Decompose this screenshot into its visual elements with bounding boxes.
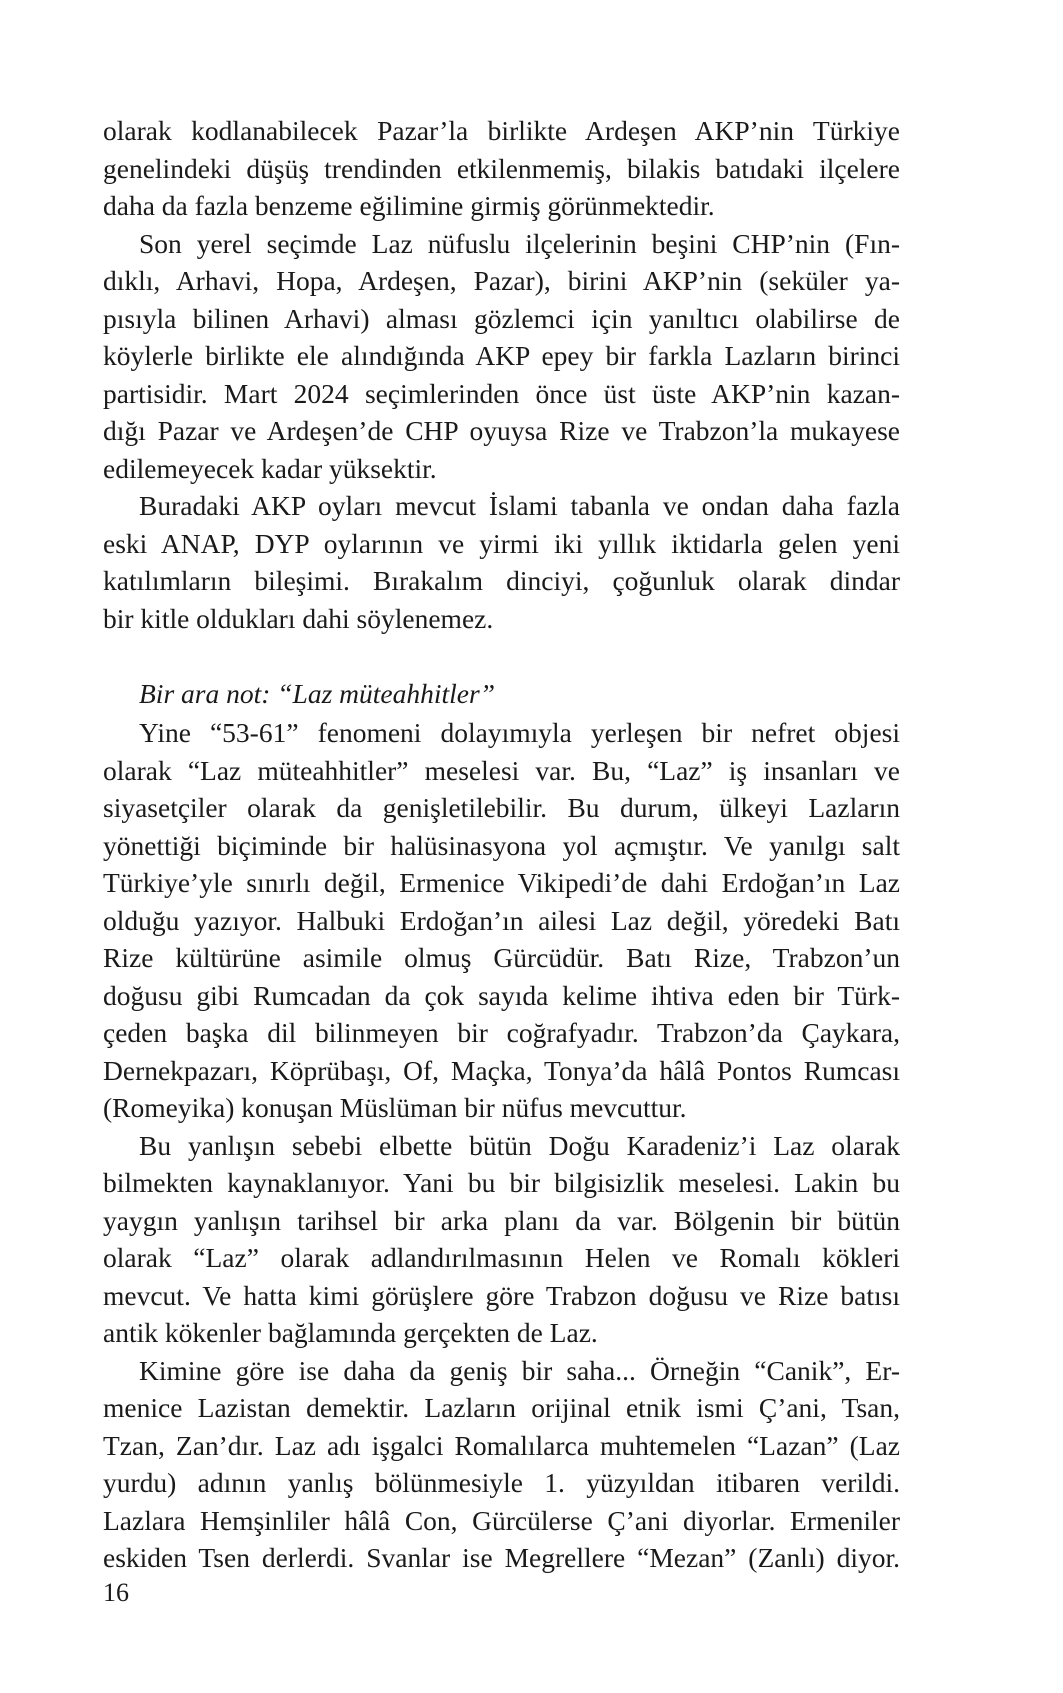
- text-line: Tzan, Zan’dır. Laz adı işgalci Romalılarca muhtemelen “Lazan” (Laz: [103, 1429, 900, 1461]
- paragraph: [103, 225, 900, 488]
- paragraph: [103, 1127, 900, 1352]
- text-line: Lazlara Hemşinliler hâlâ Con, Gürcülerse Ç’ani diyorlar. Ermeniler: [103, 1504, 900, 1536]
- section-spacer: [103, 637, 900, 674]
- text-line: antik kökenler bağlamında gerçekten de Laz.: [103, 1317, 598, 1348]
- text-line: pısıyla bilinen Arhavi) alması gözlemci için yanıltıcı olabilirse de: [103, 302, 900, 334]
- text-line: siyasetçiler olarak da genişletilebilir. Bu durum, ülkeyi Lazların: [103, 792, 900, 823]
- page-number: 16: [103, 1578, 129, 1607]
- text-line: daha da fazla benzeme eğilimine girmiş görünmektedir.: [103, 190, 715, 221]
- text-line: dığı Pazar ve Ardeşen’de CHP oyuysa Rize ve Trabzon’la mukayese: [103, 415, 900, 446]
- paragraph: [103, 1352, 900, 1577]
- text-line: Bu yanlışın sebebi elbette bütün Doğu Karadeniz’i Laz olarak: [139, 1129, 900, 1161]
- text-line: Türkiye’yle sınırlı değil, Ermenice Vikipedi’de dahi Erdoğan’ın Laz: [103, 867, 900, 898]
- text-line: olarak “Laz” olarak adlandırılmasının Helen ve Romalı kökleri: [103, 1242, 900, 1273]
- text-line: dıklı, Arhavi, Hopa, Ardeşen, Pazar), birini AKP’nin (seküler ya-: [103, 265, 900, 296]
- text-line: yönettiği biçiminde bir halüsinasyona yol açmıştır. Ve yanılgı salt: [103, 829, 900, 861]
- text-line: olduğu yazıyor. Halbuki Erdoğan’ın ailesi Laz değil, yöredeki Batı: [103, 904, 900, 936]
- body-text: [103, 112, 900, 1577]
- text-line: yurdu) adının yanlış bölünmesiyle 1. yüzyıldan itibaren verildi.: [103, 1467, 900, 1498]
- text-line: köylerle birlikte ele alındığında AKP epey bir farkla Lazların birinci: [103, 340, 900, 371]
- paragraph: [103, 714, 900, 1127]
- text-line: Rize kültürüne asimile olmuş Gürcüdür. Batı Rize, Trabzon’un: [103, 942, 900, 973]
- text-line: edilemeyecek kadar yüksektir.: [103, 452, 437, 484]
- text-line: yaygın yanlışın tarihsel bir arka planı da var. Bölgenin bir bütün: [103, 1204, 900, 1236]
- paragraph: [103, 112, 900, 225]
- text-line: genelindeki düşüş trendinden etkilenmemiş, bilakis batıdaki ilçelere: [103, 152, 900, 184]
- text-line: (Romeyika) konuşan Müslüman bir nüfus mevcuttur.: [103, 1092, 687, 1123]
- text-line: Dernekpazarı, Köprübaşı, Of, Maçka, Tonya’da hâlâ Pontos Rumcası: [103, 1054, 900, 1086]
- text-line: doğusu gibi Rumcadan da çok sayıda kelime ihtiva eden bir Türk-: [103, 979, 900, 1011]
- text-line: eskiden Tsen derlerdi. Svanlar ise Megrellere “Mezan” (Zanlı) diyor.: [103, 1542, 900, 1573]
- text-line: Buradaki AKP oyları mevcut İslami tabanla ve ondan daha fazla: [139, 490, 900, 521]
- text-line: Yine “53-61” fenomeni dolayımıyla yerleşen bir nefret objesi: [139, 717, 900, 748]
- text-line: Kimine göre ise daha da geniş bir saha... Örneğin “Canik”, Er-: [139, 1354, 900, 1386]
- text-line: eski ANAP, DYP oylarının ve yirmi iki yıllık iktidarla gelen yeni: [103, 527, 900, 559]
- section-heading: Bir ara not: “Laz müteahhitler”: [139, 678, 496, 709]
- text-line: katılımların bileşimi. Bırakalım dinciyi, çoğunluk olarak dindar: [103, 565, 900, 596]
- text-line: mevcut. Ve hatta kimi görüşlere göre Trabzon doğusu ve Rize batısı: [103, 1279, 900, 1311]
- text-line: bir kitle oldukları dahi söylenemez.: [103, 602, 494, 634]
- text-line: olarak “Laz müteahhitler” meselesi var. Bu, “Laz” iş insanları ve: [103, 754, 900, 786]
- text-line: çeden başka dil bilinmeyen bir coğrafyadır. Trabzon’da Çaykara,: [103, 1017, 900, 1048]
- paragraph: [103, 487, 900, 637]
- text-line: bilmekten kaynaklanıyor. Yani bu bir bilgisizlik meselesi. Lakin bu: [103, 1167, 900, 1198]
- text-line: partisidir. Mart 2024 seçimlerinden önce üst üste AKP’nin kazan-: [103, 377, 900, 409]
- text-line: olarak kodlanabilecek Pazar’la birlikte Ardeşen AKP’nin Türkiye: [103, 115, 900, 146]
- text-line: menice Lazistan demektir. Lazların orijinal etnik ismi Ç’ani, Tsan,: [103, 1392, 900, 1423]
- text-line: Son yerel seçimde Laz nüfuslu ilçelerinin beşini CHP’nin (Fın-: [139, 227, 900, 259]
